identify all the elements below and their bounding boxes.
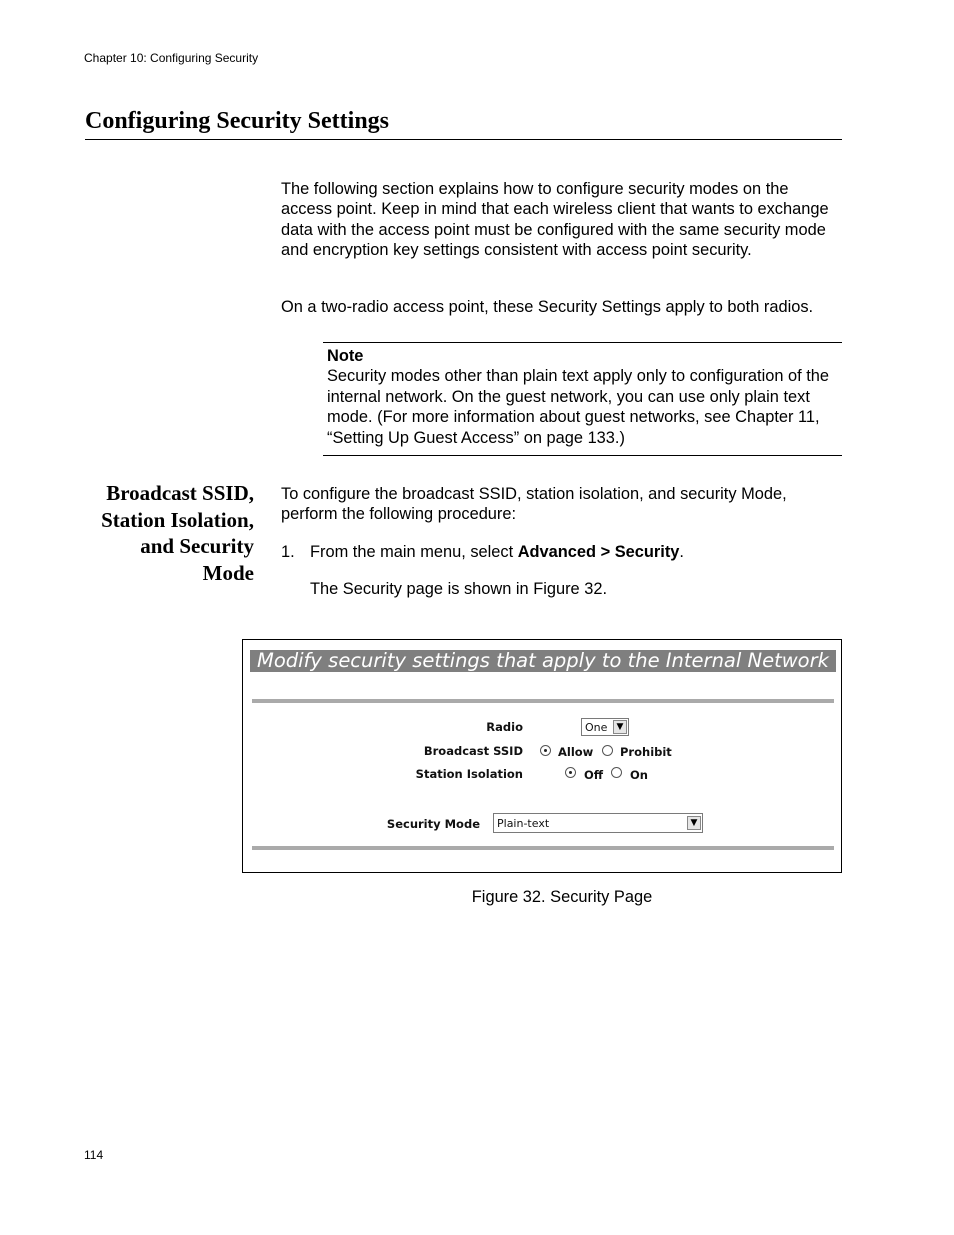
- security-mode-value: Plain-text: [497, 817, 550, 830]
- menu-path: Advanced > Security: [517, 543, 680, 561]
- station-isolation-label: Station Isolation: [415, 767, 523, 781]
- heading-line: Broadcast SSID,: [106, 481, 254, 505]
- intro-paragraph-2: On a two-radio access point, these Security Settings apply to both radios.: [281, 298, 814, 316]
- step-text: From the main menu, select: [310, 543, 518, 561]
- section-title: Configuring Security Settings: [85, 106, 842, 140]
- heading-line: Station Isolation,: [101, 507, 254, 532]
- radio-select-value: One: [585, 721, 608, 734]
- broadcast-ssid-label: Broadcast SSID: [423, 744, 523, 758]
- isolation-on-label: On: [630, 768, 648, 782]
- broadcast-allow-label: Allow: [558, 745, 594, 759]
- running-head: Chapter 10: Configuring Security: [84, 51, 259, 65]
- isolation-off-label: Off: [584, 768, 604, 782]
- procedure-step: [281, 542, 843, 562]
- security-page-figure: [242, 639, 842, 873]
- figure-banner: Modify security settings that apply to the Internal Network: [250, 650, 836, 672]
- procedure-intro: To configure the broadcast SSID, station isolation, and security Mode, perform the following procedure:: [281, 485, 787, 524]
- radio-label: Radio: [486, 720, 523, 734]
- subsection-heading: [60, 480, 254, 586]
- heading-line: and Security: [140, 534, 254, 558]
- broadcast-allow-radio[interactable]: [540, 745, 551, 756]
- broadcast-prohibit-radio[interactable]: [602, 745, 613, 756]
- broadcast-prohibit-label: Prohibit: [620, 745, 672, 759]
- radio-select[interactable]: [581, 718, 629, 736]
- security-mode-select[interactable]: [493, 813, 703, 833]
- isolation-on-radio[interactable]: [611, 767, 622, 778]
- step-number: 1.: [281, 543, 295, 561]
- step-result: The Security page is shown in Figure 32.: [310, 580, 608, 598]
- figure-caption: Figure 32. Security Page: [471, 888, 653, 906]
- divider: [252, 846, 834, 850]
- chevron-down-icon: ▼: [613, 720, 627, 734]
- chevron-down-icon: ▼: [687, 816, 701, 830]
- intro-paragraph-1: The following section explains how to configure security modes on the access point. Keep in mind that each wireless client that wants to exchange data with the access point must be configured with the same security mode and encryption key settings consistent with access point security.: [281, 180, 829, 260]
- isolation-off-radio[interactable]: [565, 767, 576, 778]
- heading-line: Mode: [202, 560, 254, 585]
- security-mode-label: Security Mode: [386, 817, 480, 831]
- step-text-end: .: [679, 543, 684, 561]
- note-text: Security modes other than plain text apply only to configuration of the internal network. On the guest network, you can use only plain text mode. (For more information about guest networks, see Chapter 11, “Setting Up Guest Access” on page 133.): [327, 367, 830, 447]
- note-box: [323, 342, 842, 456]
- page-number: 114: [84, 1148, 104, 1162]
- divider: [252, 699, 834, 703]
- note-title: Note: [327, 347, 364, 365]
